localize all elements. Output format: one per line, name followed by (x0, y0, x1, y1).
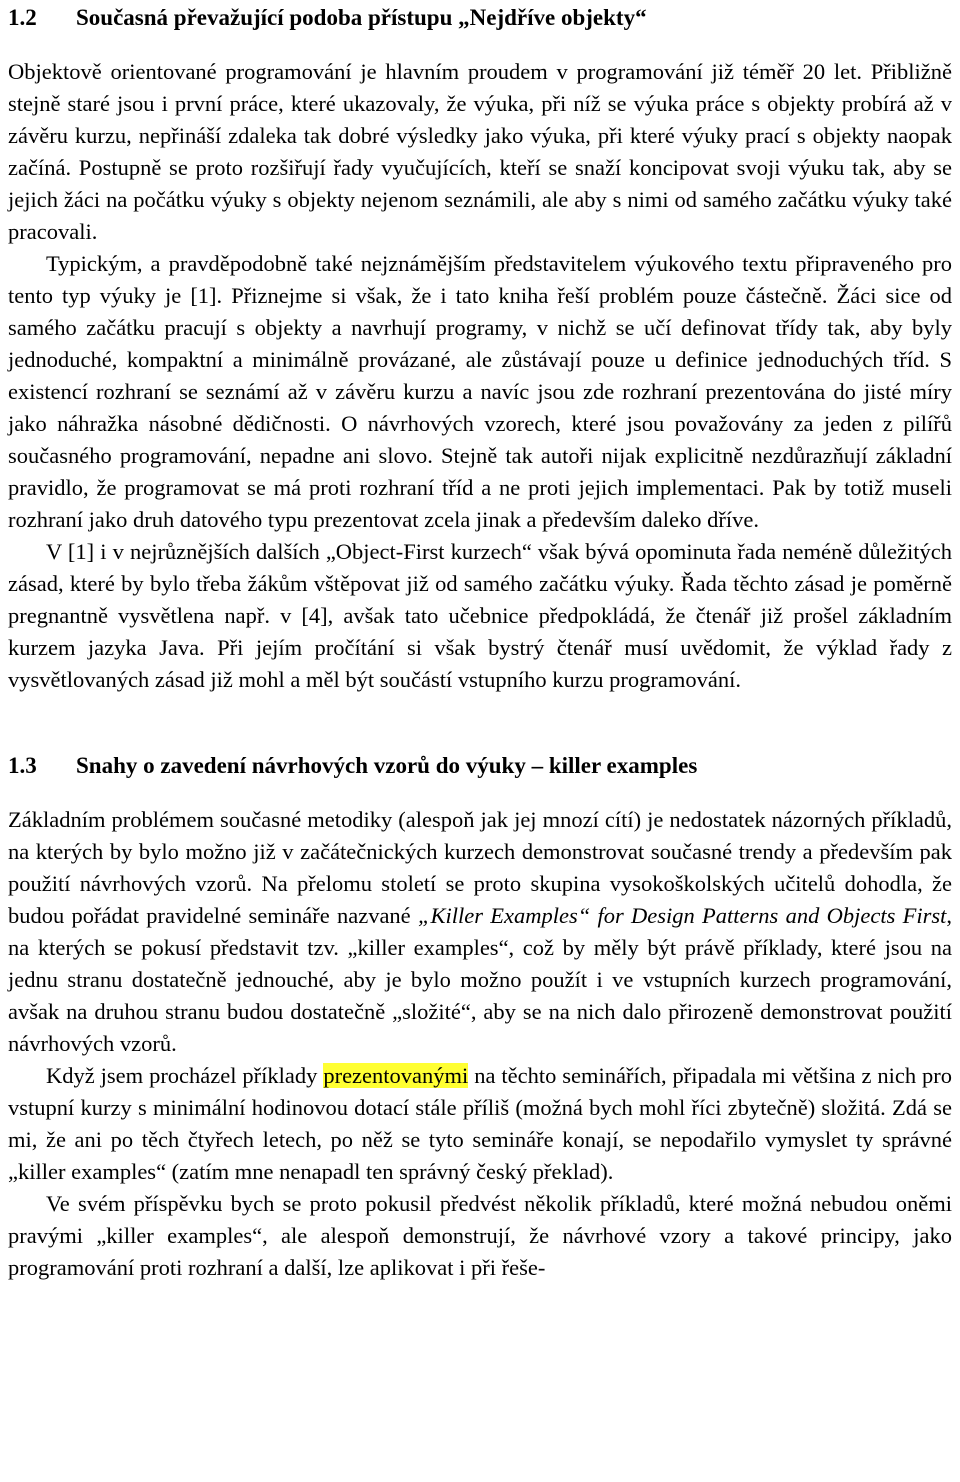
section-number: 1.3 (8, 753, 37, 778)
paragraph: Objektově orientované programování je hlavním proudem v programování již téměř 20 let. Přibližně stejně staré jsou i první práce, které ukazovaly, že výuka, při níž se výuka práce s objekty probírá až v závěru kurzu, nepřináší zdaleka tak dobré výsledky jako výuka, při které výuky prací s objekty naopak začíná. Postupně se proto rozšiřují řady vyučujících, kteří se snaží koncipovat svoji výuku tak, aby se jejich žáci na počátku výuky s objekty nejenom seznámili, ale aby s nimi od samého začátku výuky také pracovali. (8, 59, 952, 244)
section-heading-1-2 (8, 2, 952, 34)
paragraph-text: na těchto seminářích, připadala mi většina z nich pro vstupní kurzy s minimální hodinovou dotací stále příliš (možná bych mohl říci zbytečně) složitá. Zdá se mi, že ani po těch čtyřech letech, po něž se tyto semináře konají, se nepodařilo vymyslet ty správné „killer examples“ (zatím mne nenapadl ten správný český překlad). (8, 1063, 952, 1184)
section-number: 1.2 (8, 5, 37, 30)
highlighted-word: prezentovanými (323, 1063, 469, 1088)
paragraph (8, 804, 952, 1060)
section-heading-1-3 (8, 750, 952, 782)
paragraph: V [1] i v nejrůznějších dalších „Object-First kurzech“ však bývá opominuta řada neméně důležitých zásad, které by bylo třeba žákům vštěpovat již od samého začátku výuky. Řada těchto zásad je poměrně pregnantně vysvětlena např. v [4], avšak tato učebnice předpokládá, že čtenář již prošel základním kurzem jazyka Java. Při jejím pročítání si však bystrý čtenář musí uvědomit, že výklad řady z vysvětlovaných zásad již mohl a měl být součástí vstupního kurzu programování. (8, 539, 952, 692)
seminar-title-italic: „Killer Examples“ for Design Patterns and Objects First (417, 903, 947, 928)
paragraph-text: Základním problémem současné metodiky (alespoň jak jej mnozí cítí) je nedostatek názorných příkladů, na kterých by bylo možno již v začátečnických kurzech demonstrovat současné trendy a především pak použití návrhových vzorů. Na přelomu století se proto skupina vysokoškolských učitelů dohodla, že budou pořádat pravidelné semináře nazvané (8, 807, 952, 928)
paragraph (8, 1060, 952, 1188)
paragraph-text: , na kterých se pokusí představit tzv. „killer examples“, což by měly být právě příklady, které jsou na jednu stranu dostatečně jednouché, aby je bylo možno použít i ve vstupních kurzech programování, avšak na druhou stranu budou dostatečně „složité“, aby se na nich dalo přirozeně demonstrovat použití návrhových vzorů. (8, 903, 952, 1056)
document-page (8, 0, 952, 1284)
paragraph: Ve svém příspěvku bych se proto pokusil předvést několik příkladů, které možná nebudou oněmi pravými „killer examples“, ale alespoň demonstrují, že návrhové vzory a takové principy, jako programování proti rozhraní a další, lze aplikovat i při řeše- (8, 1191, 952, 1280)
section-title: Současná převažující podoba přístupu „Nejdříve objekty“ (76, 5, 647, 30)
paragraph: Typickým, a pravděpodobně také nejznámějším představitelem výukového textu připraveného pro tento typ výuky je [1]. Přiznejme si však, že i tato kniha řeší problém pouze částečně. Žáci sice od samého začátku pracují s objekty a navrhují programy, v nichž se učí definovat třídy tak, aby byly jednoduché, kompaktní a minimálně provázané, ale zůstávají pouze u definice jednoduchých tříd. S existencí rozhraní se seznámí až v závěru kurzu a navíc jsou zde rozhraní prezentována do jisté míry jako náhražka násobné dědičnosti. O návrhových vzorech, které jsou považovány za jeden z pilířů současného programování, nepadne ani slovo. Stejně tak autoři nijak explicitně nezdůrazňují základní pravidlo, že programovat se má proti rozhraní tříd a ne proti jejich implementaci. Pak by totiž museli rozhraní jako druh datového typu prezentovat zcela jinak a především daleko dříve. (8, 251, 952, 532)
section-title: Snahy o zavedení návrhových vzorů do výuky – killer examples (76, 753, 698, 778)
paragraph-text: Když jsem procházel příklady (46, 1063, 324, 1088)
